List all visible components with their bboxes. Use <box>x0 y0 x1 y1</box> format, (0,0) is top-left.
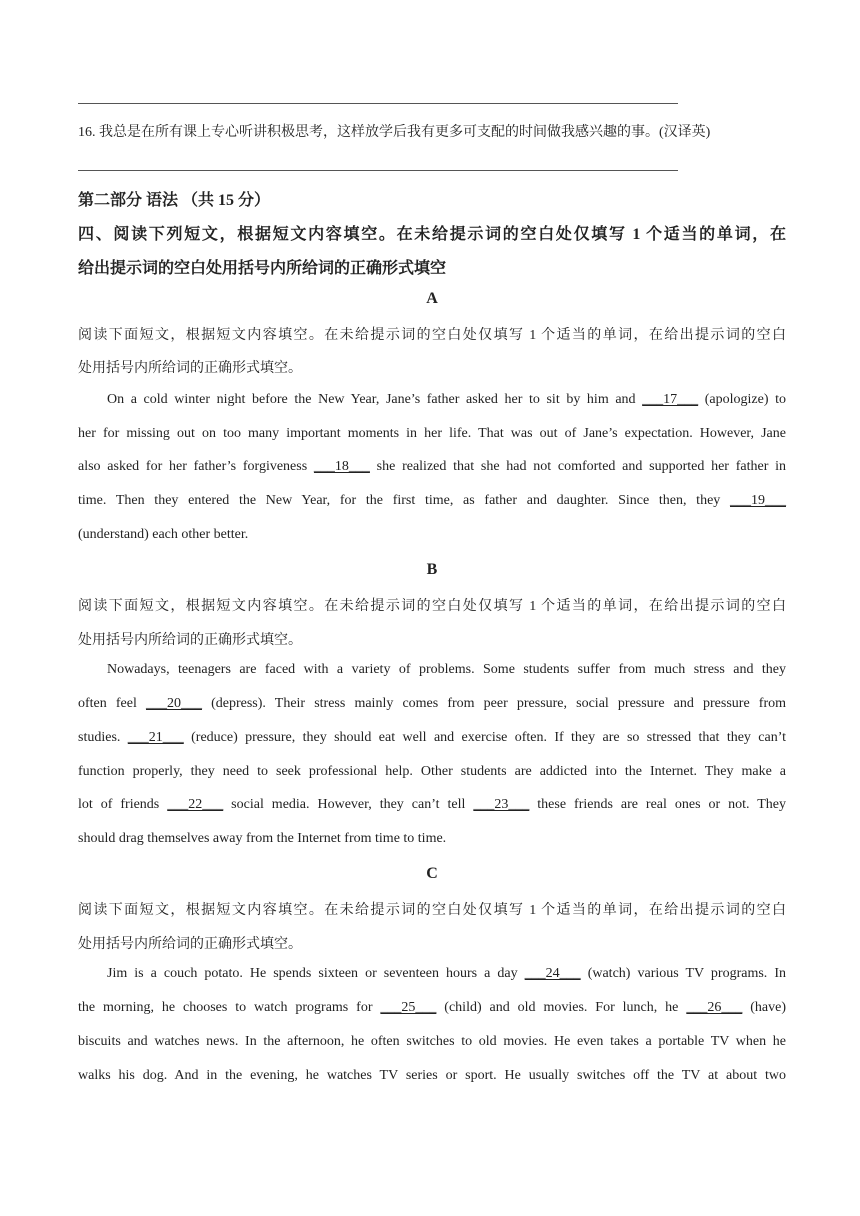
passage-b-line6: should drag themselves away from the Internet from time to time. <box>78 831 447 846</box>
passage-c-instruction-line2: 处用括号内所给词的正确形式填空。 <box>78 937 302 952</box>
answer-line-15 <box>78 103 678 104</box>
passage-b-title: B <box>426 561 438 578</box>
question-16: 16. 我总是在所有课上专心听讲积极思考，这样放学后我有更多可支配的时间做我感兴趣的事。(汉译英) <box>78 125 711 140</box>
blank-23: ___23___ <box>473 797 530 812</box>
blank-19: ___19___ <box>730 493 786 508</box>
blank-21: ___21___ <box>127 730 184 745</box>
passage-a-line3: also asked for her father’s forgiveness ___18___ she realized that she had not comforted and supported her father in <box>78 459 786 474</box>
passage-b-line3: studies. ___21___ (reduce) pressure, they should eat well and exercise often. If they are so stressed that they can’t <box>78 730 787 745</box>
blank-26: ___26___ <box>686 1000 743 1015</box>
passage-b-instruction-line2: 处用括号内所给词的正确形式填空。 <box>78 633 302 648</box>
passage-a-line2: her for missing out on too many important moments in her life. That was out of Jane’s expectation. However, Jane <box>78 426 786 441</box>
passage-b-line2: often feel ___20___ (depress). Their stress mainly comes from peer pressure, social pressure and pressure from <box>78 696 786 711</box>
passage-c-line1: Jim is a couch potato. He spends sixteen or seventeen hours a day ___24___ (watch) various TV programs. In <box>107 966 786 981</box>
blank-20: ___20___ <box>145 696 202 711</box>
blank-17: ___17___ <box>642 392 699 407</box>
passage-c-line4: walks his dog. And in the evening, he watches TV series or sport. He usually switches off the TV at about two <box>78 1068 786 1083</box>
blank-22: ___22___ <box>167 797 224 812</box>
blank-24: ___24___ <box>524 966 581 981</box>
passage-a-instruction-line2: 处用括号内所给词的正确形式填空。 <box>78 361 302 376</box>
blank-25: ___25___ <box>380 1000 437 1015</box>
passage-c-line3: biscuits and watches news. In the afternoon, he often switches to old movies. He even takes a portable TV when he <box>78 1034 786 1049</box>
passage-c-title: C <box>426 865 438 882</box>
section4-heading-line2: 给出提示词的空白处用括号内所给词的正确形式填空 <box>78 260 447 277</box>
blank-18: ___18___ <box>313 459 370 474</box>
passage-c-instruction-line1: 阅读下面短文，根据短文内容填空。在未给提示词的空白处仅填写 1 个适当的单词，在给出提示词的空白 <box>78 903 786 918</box>
passage-a-line5: (understand) each other better. <box>78 527 249 542</box>
passage-b-instruction-line1: 阅读下面短文，根据短文内容填空。在未给提示词的空白处仅填写 1 个适当的单词，在给出提示词的空白 <box>78 599 786 614</box>
passage-b-line4: function properly, they need to seek professional help. Other students are addicted into the Internet. They make a <box>78 764 786 779</box>
part2-heading: 第二部分 语法 （共 15 分） <box>78 192 271 209</box>
answer-line-16 <box>78 170 678 171</box>
passage-a-line1: On a cold winter night before the New Year, Jane’s father asked her to sit by him and ___17___ (apologize) to <box>107 392 786 407</box>
passage-b-line5: lot of friends ___22___ social media. However, they can’t tell ___23___ these friends are real ones or not. They <box>78 797 787 812</box>
passage-a-line4: time. Then they entered the New Year, for the first time, as father and daughter. Since then, they ___19___ <box>78 493 786 508</box>
passage-b-line1: Nowadays, teenagers are faced with a variety of problems. Some students suffer from much stress and they <box>107 662 786 677</box>
passage-c-line2: the morning, he chooses to watch programs for ___25___ (child) and old movies. For lunch, he ___26___ (have) <box>78 1000 786 1015</box>
section4-heading-line1: 四、阅读下列短文，根据短文内容填空。在未给提示词的空白处仅填写 1 个适当的单词，在 <box>78 226 786 243</box>
passage-a-instruction-line1: 阅读下面短文，根据短文内容填空。在未给提示词的空白处仅填写 1 个适当的单词，在给出提示词的空白 <box>78 328 786 343</box>
passage-a-title: A <box>426 290 438 307</box>
